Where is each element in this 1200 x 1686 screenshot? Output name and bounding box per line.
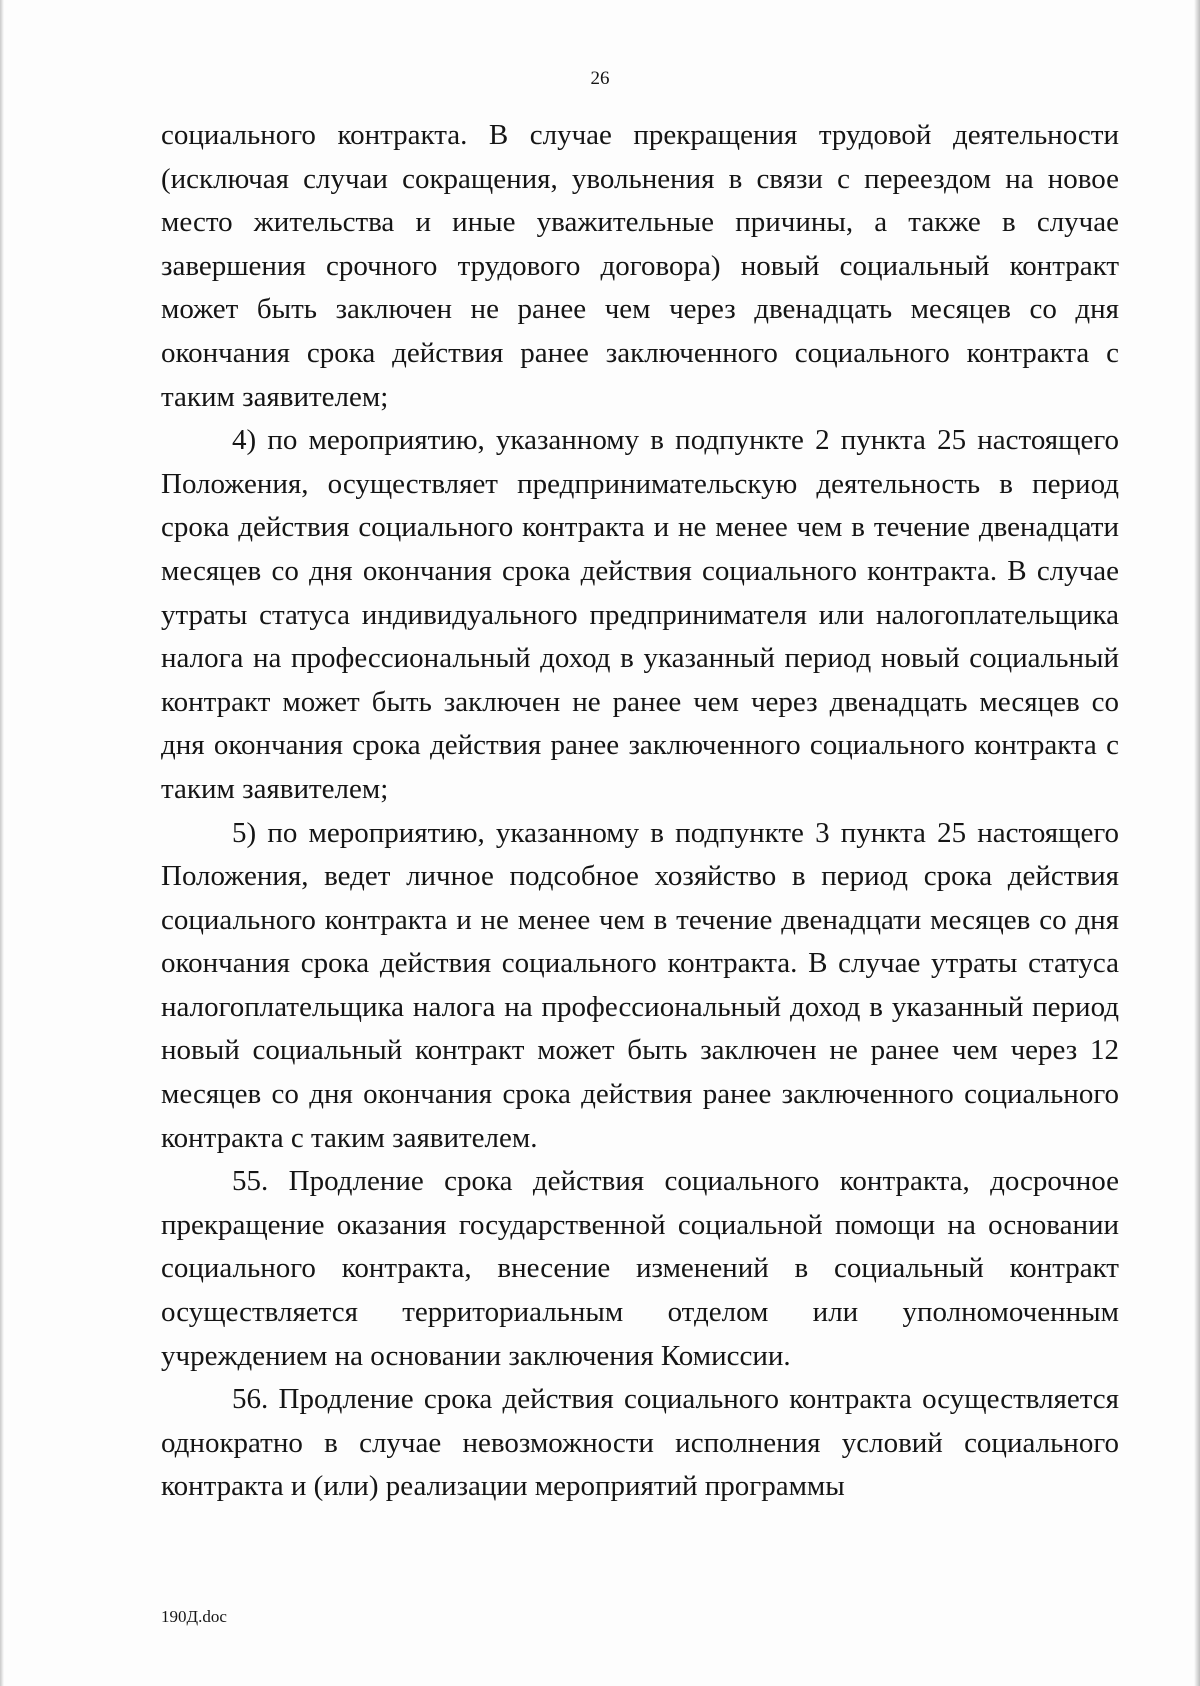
paragraph-clause-56: 56. Продление срока действия социального контракта осуществляется однократно в случае невозможности исполнения условий социального контракта и (или) реализации мероприятий программы: [161, 1383, 1119, 1503]
document-body: [161, 114, 1119, 1509]
footer-filename: 190Д.doc: [161, 1607, 227, 1626]
paragraph-clause-55: 55. Продление срока действия социального контракта, досрочное прекращение оказания государственной социальной помощи на основании социального контракта, внесение изменений в социальный контракт осуществляется территориальным отделом или уполномоченным учреждением на основании заключения Комиссии.: [161, 1165, 1119, 1372]
paragraph-contract-continuation: социального контракта. В случае прекращения трудовой деятельности (исключая случаи сокращения, увольнения в связи с переездом на новое место жительства и иные уважительные причины, а также в случае завершения срочного трудового договора) новый социальный контракт может быть заключен не ранее чем через двенадцать месяцев со дня окончания срока действия ранее заключенного социального контракта с таким заявителем;: [161, 119, 1119, 413]
scan-edge-left: [0, 0, 4, 1686]
paragraph-item-5: 5) по мероприятию, указанному в подпункте 3 пункта 25 настоящего Положения, ведет личное подсобное хозяйство в период срока действия социального контракта и не менее чем в течение двенадцати месяцев со дня окончания срока действия социального контракта. В случае утраты статуса налогоплательщика налога на профессиональный доход в указанный период новый социальный контракт может быть заключен не ранее чем через 12 месяцев со дня окончания срока действия ранее заключенного социального контракта с таким заявителем.: [161, 816, 1119, 1154]
paragraph-item-4: 4) по мероприятию, указанному в подпункте 2 пункта 25 настоящего Положения, осуществляет предпринимательскую деятельность в период срока действия социального контракта и не менее чем в течение двенадцати месяцев со дня окончания срока действия социального контракта. В случае утраты статуса индивидуального предпринимателя или налогоплательщика налога на профессиональный доход в указанный период новый социальный контракт может быть заключен не ранее чем через двенадцать месяцев со дня окончания срока действия ранее заключенного социального контракта с таким заявителем;: [161, 424, 1119, 805]
page-number: 26: [590, 68, 610, 89]
scan-edge-right: [1194, 0, 1200, 1686]
